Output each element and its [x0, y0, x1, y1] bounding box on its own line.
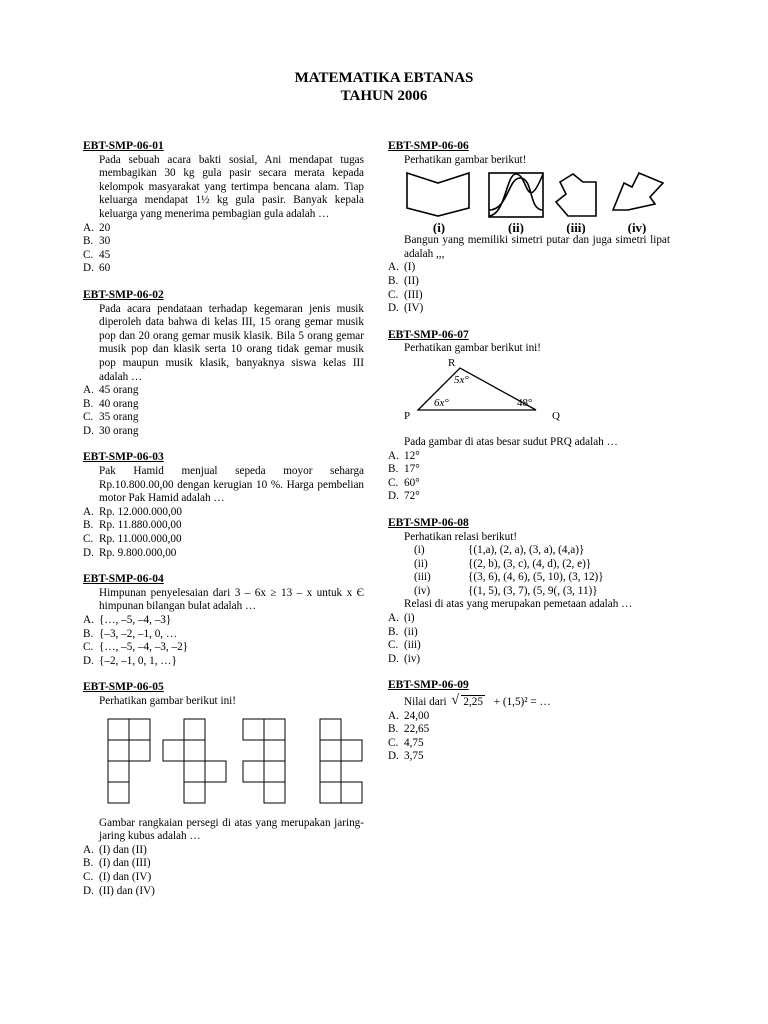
option-letter: B.	[83, 235, 94, 248]
option-letter: A.	[83, 505, 94, 518]
option-letter: A.	[83, 614, 94, 626]
option-letter: C.	[83, 248, 94, 261]
figure-label-i: (i)	[432, 220, 446, 235]
question-text: Perhatikan gambar berikut!	[404, 153, 527, 166]
cube-nets-figure	[83, 715, 364, 811]
option-a	[388, 710, 670, 724]
option-letter: C.	[388, 736, 399, 749]
question-text-2: Relasi di atas yang merupakan pemetaan adalah …	[404, 598, 633, 611]
question-06	[388, 140, 670, 316]
left-column	[83, 140, 364, 911]
option-letter: C.	[83, 870, 94, 883]
option-letter: A.	[388, 261, 399, 274]
relation-set: {(2, b), (3, c), (4, d), (2, e)}	[468, 557, 592, 570]
question-text-2: Gambar rangkaian persegi di atas yang merupakan jaring-jaring kubus adalah …	[99, 816, 364, 843]
option-b	[388, 723, 670, 737]
option-text: {…, –5, –4, –3}	[99, 614, 172, 626]
option-letter: D.	[388, 490, 399, 503]
option-text: (IV)	[404, 302, 424, 315]
vertex-r: R	[448, 356, 456, 369]
question-id: EBT-SMP-06-05	[83, 681, 164, 694]
option-text: (II) dan (IV)	[99, 884, 155, 897]
option-d	[83, 655, 364, 669]
symmetry-shapes-figure	[388, 170, 670, 234]
page-title-line1: MATEMATIKA EBTANAS	[294, 70, 474, 86]
option-d	[83, 885, 364, 899]
option-text: 12°	[404, 449, 420, 462]
option-c	[83, 871, 364, 885]
option-b	[388, 626, 670, 640]
option-letter: D.	[388, 750, 399, 763]
options	[388, 261, 670, 315]
option-c	[83, 533, 364, 547]
question-03	[83, 451, 364, 560]
options	[83, 614, 364, 668]
question-text: Pada sebuah acara bakti sosial, Ani mendapat tugas membagikan 30 kg gula pasir secara merata kepada kelompok masyarakat yang tertimpa bencana alam. Tiap keluarga mendapat 1½ kg gula pasir. Banyak kepala keluarga yang menerima pembagian gula adalah …	[99, 153, 364, 220]
option-c	[83, 641, 364, 655]
option-letter: B.	[388, 463, 399, 476]
option-text: (III)	[404, 288, 423, 301]
relation-number: (i)	[414, 544, 425, 557]
option-text: Rp. 11.880.000,00	[99, 519, 182, 532]
relation-row	[404, 585, 670, 599]
option-letter: C.	[388, 476, 399, 489]
relation-set: {(3, 6), (4, 6), (5, 10), (3, 12)}	[468, 571, 604, 584]
sqrt-icon: √	[451, 693, 460, 709]
option-text: (iii)	[404, 639, 421, 652]
option-letter: A.	[83, 384, 94, 397]
option-text: 35 orang	[99, 411, 139, 424]
option-text: (i)	[404, 612, 415, 625]
question-04	[83, 573, 364, 668]
vertex-p: P	[404, 409, 411, 422]
question-id: EBT-SMP-06-08	[388, 516, 469, 529]
option-a	[83, 844, 364, 858]
figure-label-iv: (iv)	[627, 220, 647, 235]
option-text: 60	[99, 262, 111, 275]
option-letter: B.	[388, 625, 399, 638]
radicand: 2,25	[463, 696, 483, 709]
options	[388, 612, 670, 666]
option-letter: D.	[83, 262, 94, 275]
relation-row	[404, 571, 670, 585]
option-letter: A.	[83, 221, 94, 234]
option-c	[83, 249, 364, 263]
option-d	[388, 653, 670, 667]
relation-set: {(1, 5), (3, 7), (5, 9(, (3, 11)}	[468, 584, 598, 597]
option-letter: D.	[83, 884, 94, 897]
options	[388, 710, 670, 764]
option-b	[388, 275, 670, 289]
option-text: 3,75	[404, 750, 424, 763]
option-letter: D.	[388, 302, 399, 315]
relation-row	[404, 544, 670, 558]
question-text: Himpunan penyelesaian dari 3 – 6x ≥ 13 – x untuk x Є himpunan bilangan bulat adalah …	[99, 586, 364, 613]
question-text-2: Bangun yang memiliki simetri putar dan juga simetri lipat adalah ,,,	[404, 234, 670, 260]
option-text: {…, –5, –4, –3, –2}	[99, 641, 189, 654]
relation-set: {(1,a), (2, a), (3, a), (4,a)}	[468, 544, 585, 557]
option-text: 24,00	[404, 709, 430, 722]
option-letter: B.	[83, 397, 94, 410]
option-letter: A.	[388, 709, 399, 722]
question-text: Pada acara pendataan terhadap kegemaran jenis musik diperoleh data bahwa di kelas III, 15 orang gemar musik pop dan 20 orang gemar musik klasik. Bila 5 orang gemar musik pop dan klasik serta 10 orang tidak gemar musik pop maupun musik klasik, banyaknya siswa kelas III adalah …	[99, 302, 364, 383]
option-letter: B.	[388, 723, 399, 736]
option-text: Rp. 11.000.000,00	[99, 533, 182, 546]
option-d	[388, 490, 670, 504]
option-text: (iv)	[404, 652, 421, 665]
question-id: EBT-SMP-06-03	[83, 451, 164, 464]
option-text: (I) dan (IV)	[99, 870, 152, 883]
question-id: EBT-SMP-06-01	[83, 140, 164, 152]
option-text: 40 orang	[99, 397, 139, 410]
option-a	[388, 450, 670, 464]
option-text: (I) dan (II)	[99, 843, 147, 856]
option-c	[388, 289, 670, 303]
option-b	[83, 519, 364, 533]
question-id: EBT-SMP-06-09	[388, 679, 469, 692]
options	[83, 506, 364, 560]
question-text: Perhatikan gambar berikut ini!	[404, 342, 542, 355]
option-text: (II)	[404, 274, 419, 287]
option-b	[83, 857, 364, 871]
options	[83, 384, 364, 438]
options	[83, 844, 364, 898]
option-text: 20	[99, 221, 111, 234]
option-c	[388, 639, 670, 653]
question-08	[388, 517, 670, 667]
option-letter: A.	[83, 843, 94, 856]
option-c	[388, 477, 670, 491]
question-text	[388, 693, 670, 710]
option-letter: C.	[83, 411, 94, 424]
option-letter: A.	[388, 612, 399, 625]
text-post: + (1,5)² = …	[493, 696, 551, 709]
option-text: (I) dan (III)	[99, 857, 151, 870]
option-a	[83, 614, 364, 628]
option-a	[83, 222, 364, 236]
option-text: 60°	[404, 476, 420, 489]
angle-p: 6x°	[434, 396, 449, 409]
angle-r: 5x°	[454, 373, 469, 386]
option-letter: D.	[83, 424, 94, 437]
option-text: 30	[99, 235, 111, 248]
option-letter: C.	[83, 533, 94, 546]
question-07	[388, 329, 670, 504]
option-text: 17°	[404, 463, 420, 476]
relation-number: (ii)	[414, 557, 428, 570]
page-title-line2: TAHUN 2006	[340, 88, 428, 104]
option-text: 45 orang	[99, 384, 139, 397]
options	[388, 450, 670, 504]
option-letter: D.	[83, 654, 94, 667]
option-b	[83, 235, 364, 249]
figure-label-ii: (ii)	[508, 220, 524, 235]
sqrt-expression	[451, 693, 485, 710]
option-letter: A.	[388, 449, 399, 462]
option-b	[388, 463, 670, 477]
question-id: EBT-SMP-06-06	[388, 140, 469, 152]
question-09	[388, 679, 670, 764]
vertex-q: Q	[552, 409, 560, 422]
option-d	[83, 425, 364, 439]
options	[83, 222, 364, 276]
option-b	[83, 628, 364, 642]
option-a	[83, 384, 364, 398]
option-letter: C.	[388, 288, 399, 301]
question-text: Pak Hamid menjual sepeda moyor seharga Rp.10.800.00,00 dengan kerugian 10 %. Harga pembelian motor Pak Hamid adalah …	[99, 465, 364, 505]
option-letter: C.	[388, 639, 399, 652]
right-column	[388, 140, 670, 777]
option-d	[83, 547, 364, 561]
text-pre: Nilai dari	[404, 696, 447, 709]
question-id: EBT-SMP-06-02	[83, 288, 164, 301]
option-letter: D.	[83, 546, 94, 559]
option-text: (I)	[404, 261, 416, 274]
option-text: Rp. 9.800.000,00	[99, 546, 177, 559]
option-text: {–2, –1, 0, 1, …}	[99, 654, 177, 667]
relation-row	[404, 558, 670, 572]
question-id: EBT-SMP-06-04	[83, 573, 164, 586]
option-d	[388, 750, 670, 764]
question-02	[83, 289, 364, 439]
option-text: 30 orang	[99, 424, 139, 437]
angle-q: 48°	[517, 396, 533, 409]
question-id: EBT-SMP-06-07	[388, 328, 469, 341]
relations-list	[388, 544, 670, 598]
figure-label-iii: (iii)	[566, 220, 586, 235]
option-letter: B.	[388, 274, 399, 287]
option-letter: C.	[83, 641, 94, 654]
option-text: 45	[99, 248, 111, 261]
question-text-2: Pada gambar di atas besar sudut PRQ adalah …	[404, 435, 618, 448]
question-text: Perhatikan gambar berikut ini!	[99, 694, 237, 707]
question-text: Perhatikan relasi berikut!	[404, 530, 518, 543]
option-text: {–3, –2, –1, 0, …	[99, 627, 178, 640]
option-d	[388, 302, 670, 316]
question-05	[83, 681, 364, 898]
question-01	[83, 140, 364, 276]
option-a	[83, 506, 364, 520]
option-letter: D.	[388, 652, 399, 665]
option-text: 22,65	[404, 723, 430, 736]
relation-number: (iii)	[414, 571, 431, 584]
option-letter: B.	[83, 627, 94, 640]
option-letter: B.	[83, 519, 94, 532]
option-c	[388, 737, 670, 751]
option-a	[388, 261, 670, 275]
option-c	[83, 411, 364, 425]
option-text: Rp. 12.000.000,00	[99, 505, 182, 518]
option-text: 72°	[404, 490, 420, 503]
option-text: (ii)	[404, 625, 418, 638]
option-a	[388, 612, 670, 626]
relation-number: (iv)	[414, 584, 431, 597]
triangle-figure	[388, 356, 670, 426]
option-b	[83, 398, 364, 412]
option-d	[83, 262, 364, 276]
option-text: 4,75	[404, 736, 424, 749]
option-letter: B.	[83, 857, 94, 870]
